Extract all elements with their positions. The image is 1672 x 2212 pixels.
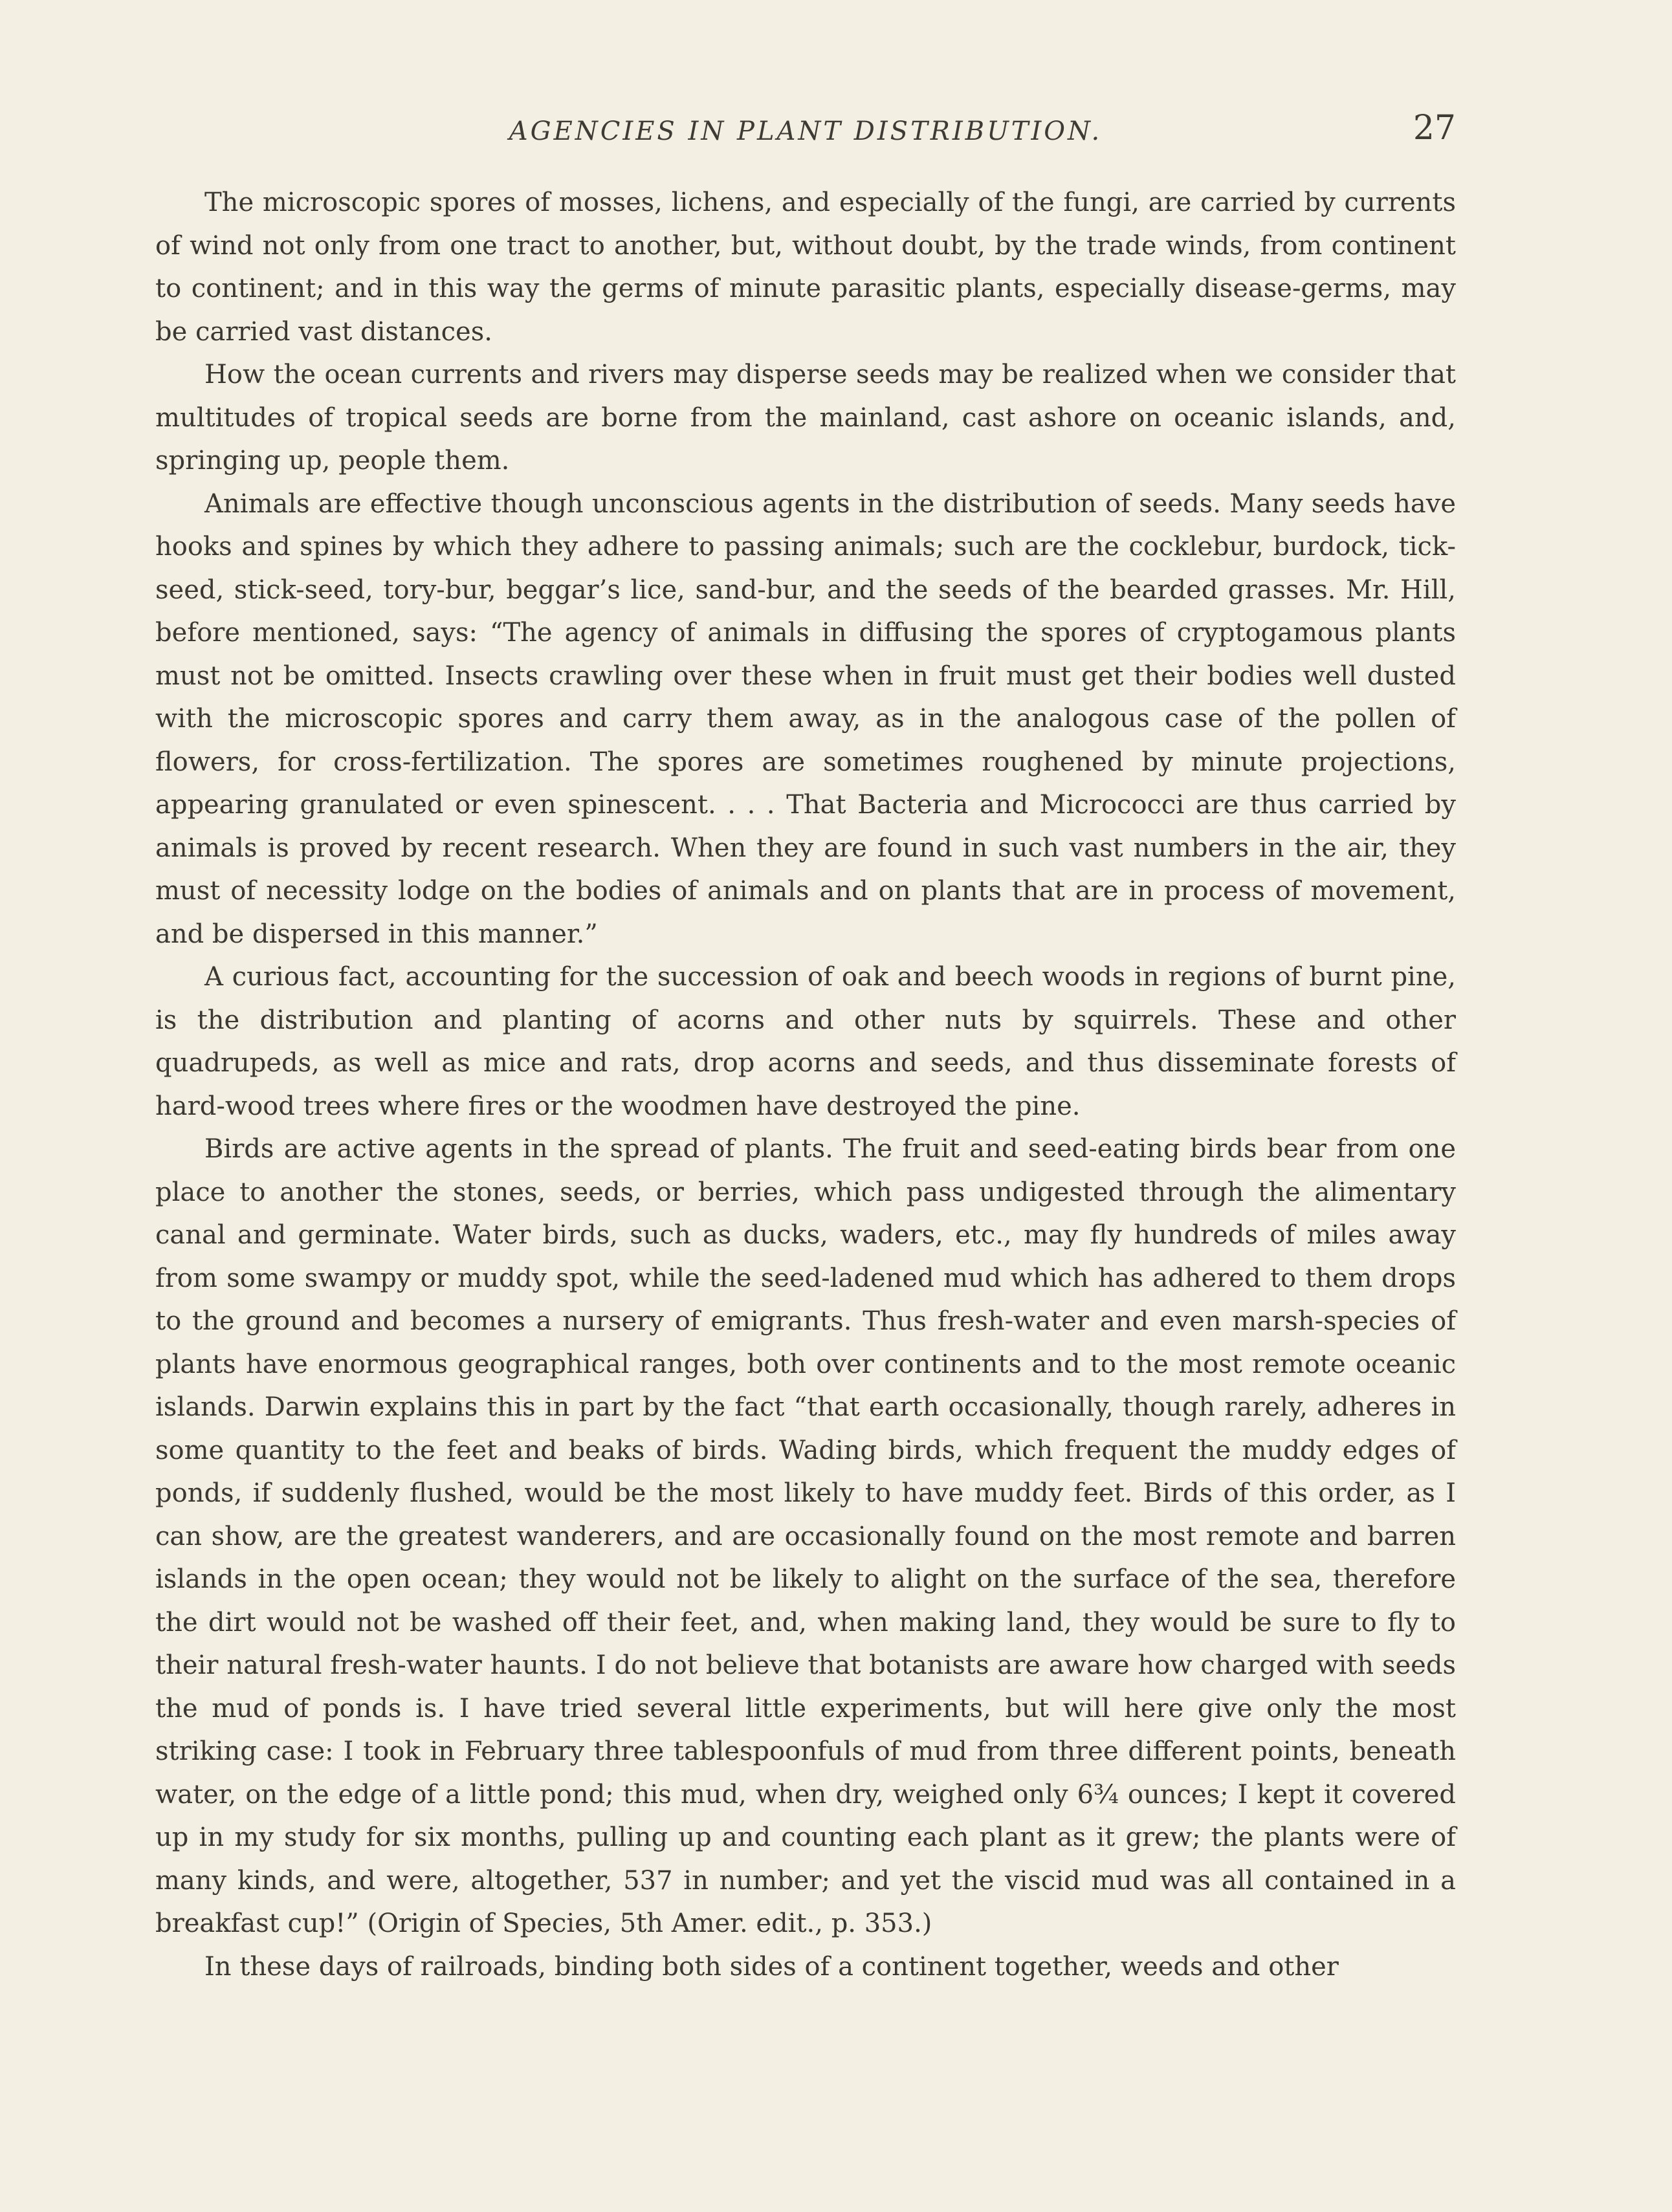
running-head	[155, 109, 1456, 160]
paragraph-birds: Birds are active agents in the spread of plants. The fruit and seed-eating birds bear from one place to another the stones, seeds, or berries, which pass undigested through the alimentary canal and germinate. Water birds, such as ducks, waders, etc., may fly hundreds of miles away from some swampy or muddy spot, while the seed-ladened mud which has adhered to them drops to the ground and becomes a nursery of emigrants. Thus fresh-water and even marsh-species of plants have enormous geographical ranges, both over continents and to the most remote oceanic islands. Darwin explains this in part by the fact “that earth occasionally, though rarely, adheres in some quantity to the feet and beaks of birds. Wading birds, which frequent the muddy edges of ponds, if suddenly flushed, would be the most likely to have muddy feet. Birds of this order, as I can show, are the greatest wanderers, and are occasionally found on the most remote and barren islands in the open ocean; they would not be likely to alight on the surface of the sea, therefore the dirt would not be washed off their feet, and, when making land, they would be sure to fly to their natural fresh-water haunts. I do not believe that botanists are aware how charged with seeds the mud of ponds is. I have tried several little experiments, but will here give only the most striking case: I took in February three tablespoonfuls of mud from three different points, beneath water, on the edge of a little pond; this mud, when dry, weighed only 6¾ ounces; I kept it covered up in my study for six months, pulling up and counting each plant as it grew; the plants were of many kinds, and were, altogether, 537 in number; and yet the viscid mud was all contained in a breakfast cup!” (Origin of Species, 5th Amer. edit., p. 353.)	[155, 1134, 1456, 1938]
paragraph-animals: Animals are effective though unconscious agents in the distribution of seeds. Many seeds have hooks and spines by which they adhere to passing animals; such are the cocklebur, burdock, tick-seed, stick-seed, tory-bur, beggar’s lice, sand-bur, and the seeds of the bearded grasses. Mr. Hill, before mentioned, says: “The agency of animals in diffusing the spores of cryptogamous plants must not be omitted. Insects crawling over these when in fruit must get their bodies well dusted with the microscopic spores and carry them away, as in the analogous case of the pollen of flowers, for cross-fertilization. The spores are sometimes roughened by minute projections, appearing granulated or even spinescent. . . . That Bacteria and Micrococci are thus carried by animals is proved by recent research. When they are found in such vast numbers in the air, they must of necessity lodge on the bodies of animals and on plants that are in process of movement, and be dispersed in this manner.”	[155, 488, 1456, 949]
paragraph-spores: The microscopic spores of mosses, lichens, and especially of the fungi, are carried by currents of wind not only from one tract to another, but, without doubt, by the trade winds, from continent to continent; and in this way the germs of minute parasitic plants, especially disease-germs, may be carried vast distances.	[155, 188, 1456, 347]
page-number: 27	[1413, 109, 1456, 148]
paragraph-ocean-currents: How the ocean currents and rivers may disperse seeds may be realized when we consider that multitudes of tropical seeds are borne from the mainland, cast ashore on oceanic islands, and, springing up, people them.	[155, 360, 1456, 476]
body-text	[155, 181, 1456, 1988]
paragraph-squirrels: A curious fact, accounting for the succession of oak and beech woods in regions of burnt pine, is the distribution and planting of acorns and other nuts by squirrels. These and other quadrupeds, as well as mice and rats, drop acorns and seeds, and thus disseminate forests of hard-wood trees where fires or the woodmen have destroyed the pine.	[155, 962, 1456, 1121]
paragraph-railroads: In these days of railroads, binding both sides of a continent together, weeds and other	[204, 1951, 1339, 1982]
running-title: AGENCIES IN PLANT DISTRIBUTION.	[509, 116, 1103, 146]
